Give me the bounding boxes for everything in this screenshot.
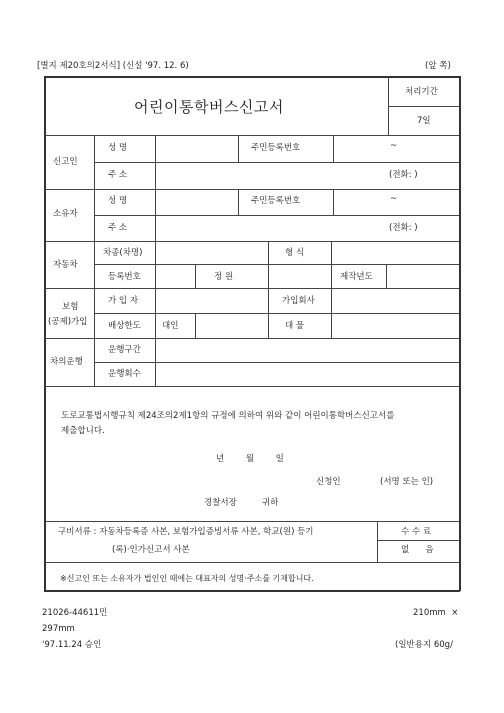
signature-label: (서명 또는 인) [380,477,434,487]
form-code: 21026-44611민 [42,608,108,618]
liability-limit-label: 배상한도 [108,321,141,331]
personal-liability-field[interactable] [196,314,267,337]
reporter-address-field[interactable] [156,163,386,188]
owner-phone-label: (전화: ) [389,223,418,233]
honorific-label: 귀하 [262,498,279,508]
fee-value: 없 음 [401,545,434,555]
corporate-note: ※신고인 또는 소유자가 법인인 때에는 대표자의 성명·주소를 기재합니다. [60,574,314,583]
vehicle-reg-label: 등록번호 [108,272,141,282]
applicant-field[interactable] [346,474,376,488]
owner-section-label: 소유자 [53,209,78,219]
owner-name-field[interactable] [156,190,237,214]
owner-address-field[interactable] [156,216,386,240]
insurance-section-label-2: (공제)가입 [48,317,88,327]
declaration-date: 년 월 일 [216,454,284,464]
property-liability-label: 대 물 [285,321,305,331]
declaration-line-2: 제출합니다. [61,426,105,436]
vehicle-year-label: 제작년도 [340,272,373,282]
declaration-line-1: 도로교통법시행규칙 제24조의2제1항의 규정에 의하여 위와 같이 어린이통학버스신고서를 [61,411,395,421]
owner-rrn-field[interactable] [334,190,458,214]
operation-section-label: 차의운행 [50,357,83,367]
personal-liability-label: 대인 [162,321,179,331]
route-label: 운행구간 [108,345,141,355]
applicant-label: 신청인 [316,477,341,487]
reporter-phone-label: (전화: ) [389,170,418,180]
reporter-rrn-separator: ~ [390,141,398,151]
insured-label: 가 입 자 [108,296,139,306]
reporter-name-field[interactable] [156,136,237,161]
paper-size: 210mm × [413,608,459,618]
insured-field[interactable] [156,289,267,312]
owner-name-label: 성 명 [108,196,128,206]
reporter-rrn-field[interactable] [334,136,458,161]
processing-period-value: 7일 [417,116,431,126]
owner-address-label: 주 소 [108,223,128,233]
required-documents-line-2: (록)·인가신고서 사본 [112,545,190,555]
run-count-field[interactable] [156,363,458,385]
paper-size-height: 297mm [42,624,75,634]
vehicle-type-label: 차종(차명) [103,248,143,258]
page-side-label: (앞 쪽) [425,61,451,71]
reporter-rrn-label: 주민등록번호 [251,143,301,153]
reporter-address-label: 주 소 [108,170,128,180]
route-field[interactable] [156,339,458,361]
vehicle-year-field[interactable] [387,265,458,287]
vehicle-form-field[interactable] [332,242,458,263]
police-chief-label: 경찰서장 [204,498,237,508]
reporter-section-label: 신고인 [53,157,78,167]
insurance-company-field[interactable] [332,289,458,312]
form-title: 어린이통학버스신고서 [134,98,284,116]
vehicle-reg-field[interactable] [156,265,194,287]
fee-label: 수 수 료 [401,527,432,537]
vehicle-capacity-label: 정 원 [214,272,234,282]
run-count-label: 운행회수 [108,369,141,379]
paper-type: (일반용지 60g/ [395,640,453,650]
insurance-section-label-1: 보험 [62,302,79,312]
vehicle-type-field[interactable] [156,242,267,263]
insurance-company-label: 가입회사 [282,296,315,306]
owner-rrn-label: 주민등록번호 [251,196,301,206]
approval-date: '97.11.24 승인 [42,640,102,650]
vehicle-section-label: 자동차 [53,260,78,270]
vehicle-capacity-field[interactable] [269,265,330,287]
property-liability-field[interactable] [332,314,458,337]
form-reference: [별지 제20호의2서식] (신설 '97. 12. 6) [37,61,189,71]
processing-period-label: 처리기간 [405,87,438,97]
required-documents-line-1: 구비서류 : 자동차등록증 사본, 보험가입증빙서류 사본, 학교(원) 등기 [58,527,314,537]
reporter-name-label: 성 명 [108,143,128,153]
vehicle-form-label: 형 식 [285,248,305,258]
owner-rrn-separator: ~ [390,194,398,204]
